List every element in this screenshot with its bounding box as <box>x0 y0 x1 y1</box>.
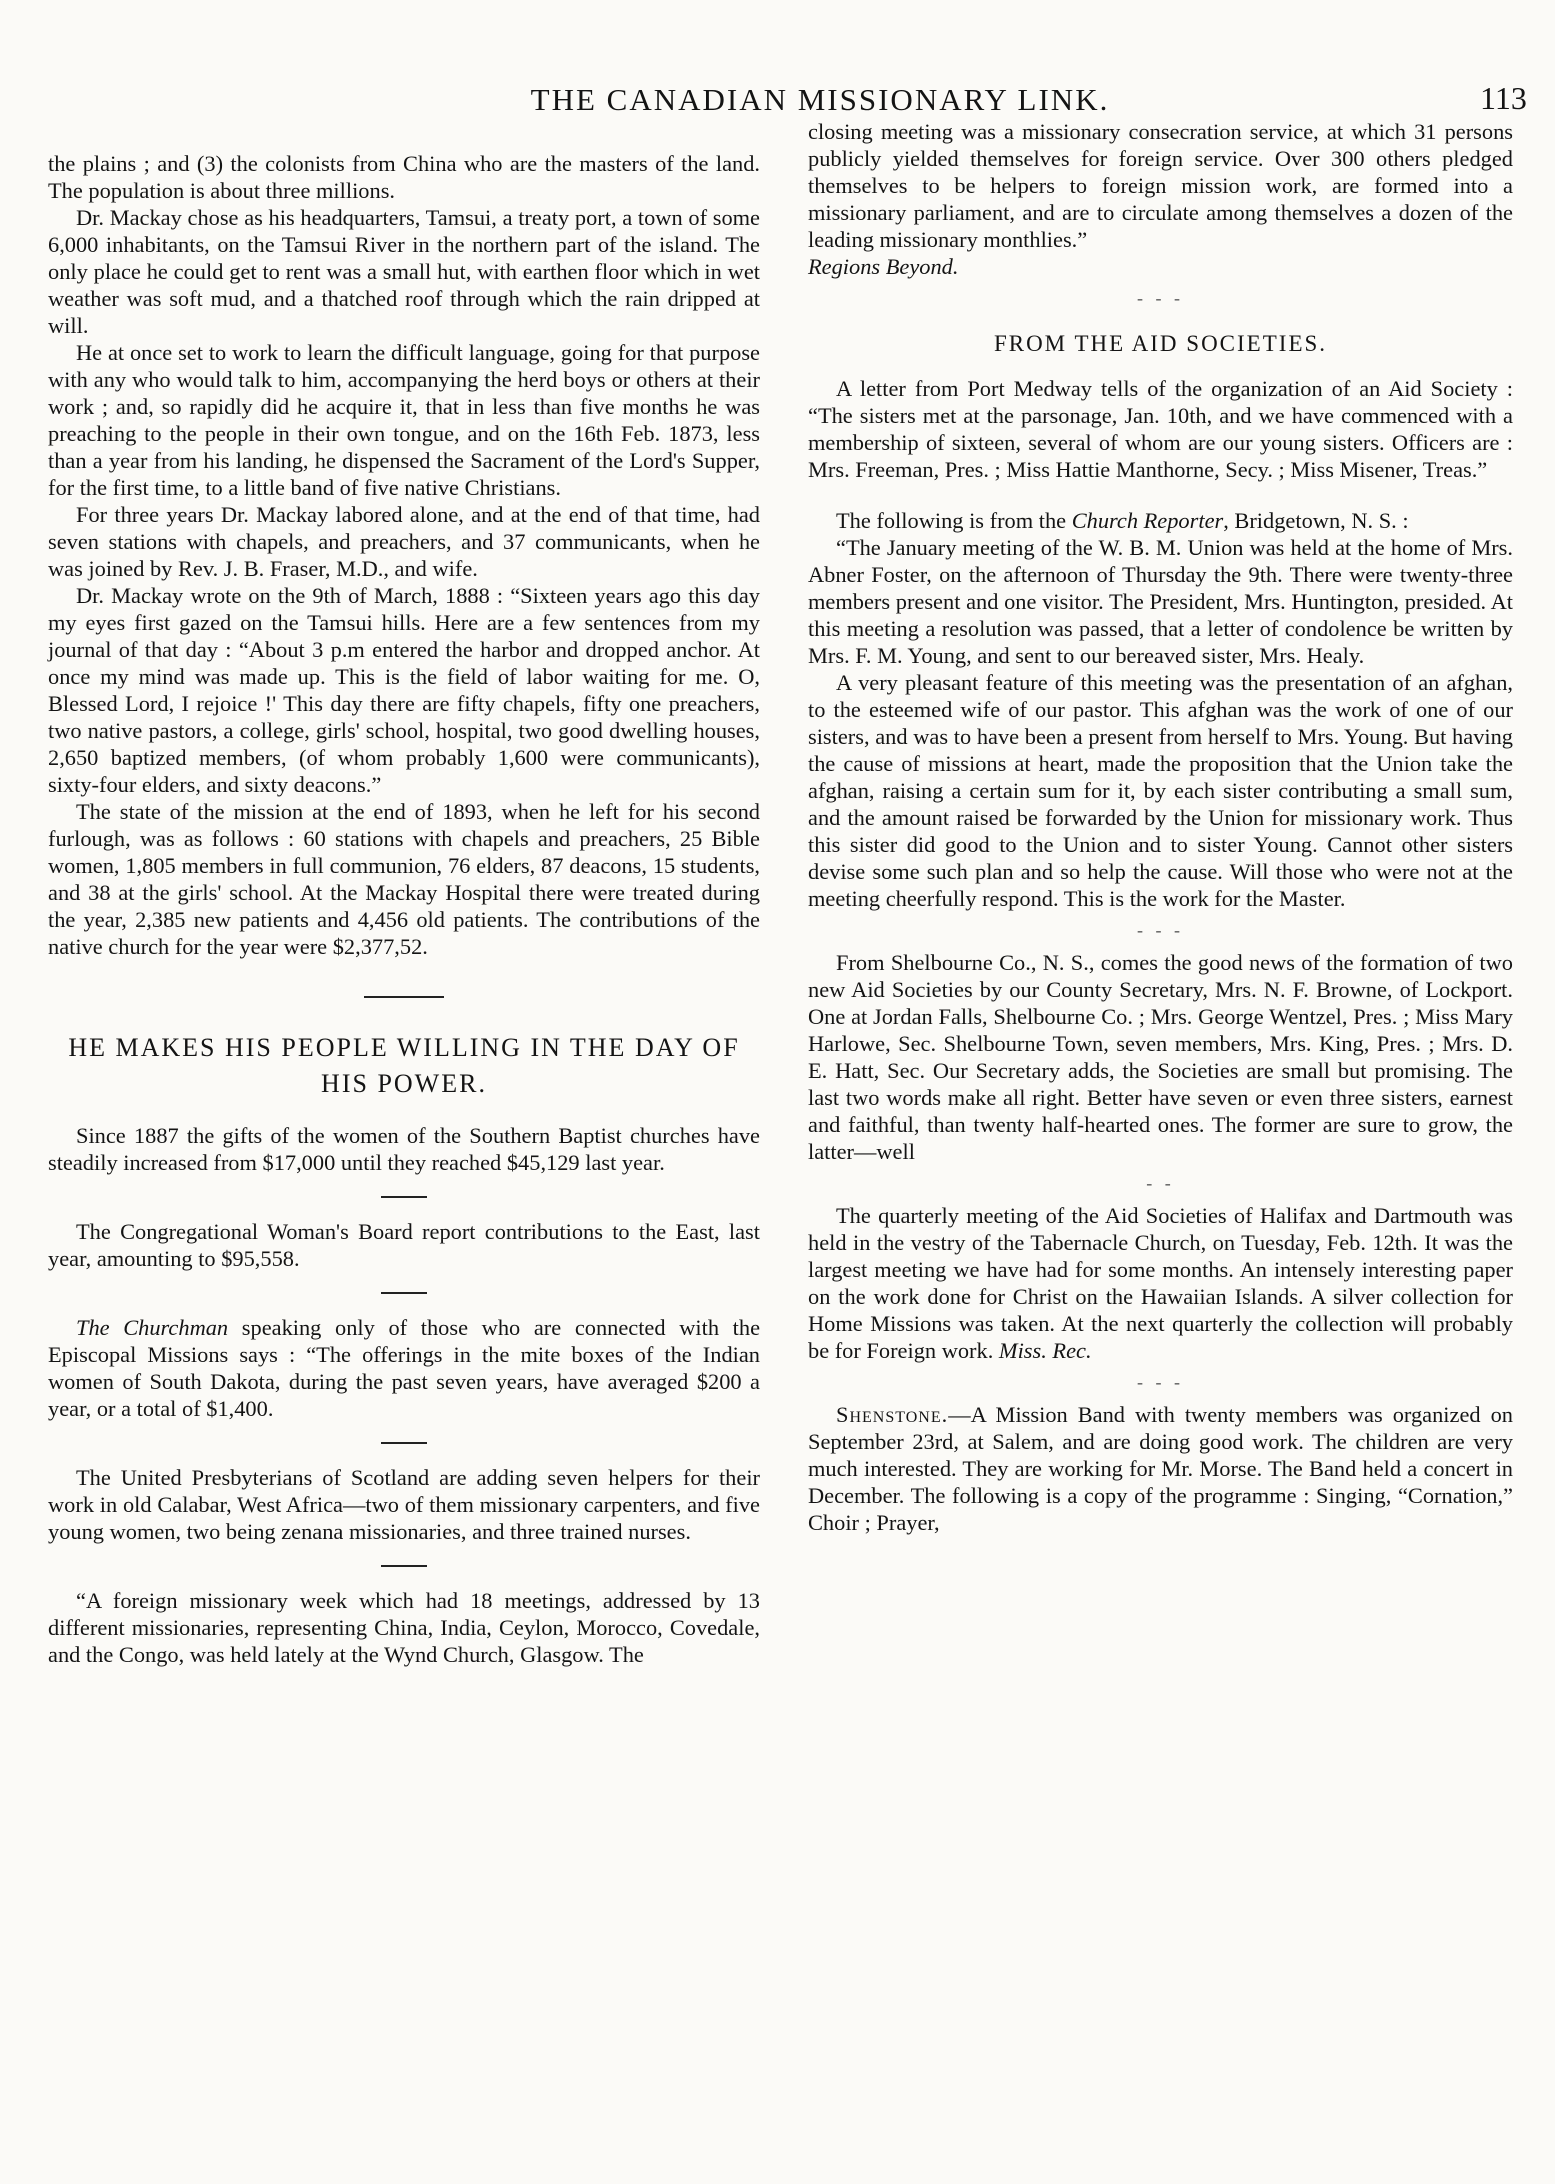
paragraph: The Congregational Woman's Board report contributions to the East, last year, amounting to $95,558. <box>48 1219 760 1271</box>
source-credit: Regions Beyond. <box>808 254 959 279</box>
paragraph: Shenstone.—A Mission Band with twenty members was organized on September 23rd, at Salem, and are doing good work. The children are very much interested. They are working for Mr. Morse. The Band held a concert in December. The following is a copy of the programme : Singing, “Cornation,” Choir ; Prayer, <box>808 1402 1513 1535</box>
paragraph: “A foreign missionary week which had 18 meetings, addressed by 13 different missionaries, representing China, India, Ceylon, Morocco, Covedale, and the Congo, was held lately at the Wynd Church, Glasgow. The <box>48 1588 760 1667</box>
paragraph: Dr. Mackay wrote on the 9th of March, 1888 : “Sixteen years ago this day my eyes first gazed on the Tamsui hills. Here are a few sentences from my journal of that day : “About 3 p.m entered the harbor and dropped anchor. At once my mind was made up. This is the field of labor waiting for me. O, Blessed Lord, I rejoice !' This day there are fifty chapels, fifty one preachers, two native pastors, a college, girls' school, hospital, two good dwelling houses, 2,650 baptized members, (of whom probably 1,600 were communicants), sixty-four elders, and sixty deacons.” <box>48 583 760 797</box>
paragraph: He at once set to work to learn the difficult language, going for that purpose with any who would talk to him, accompanying the herd boys or others at their work ; and, so rapidly did he acquire it, that in less than five months he was preaching to the people in their own tongue, and on the 16th Feb. 1873, less than a year from his landing, he dispensed the Sacrament of the Lord's Supper, for the first time, to a little band of five native Christians. <box>48 340 760 500</box>
paragraph: A letter from Port Medway tells of the organization of an Aid Society : “The sisters met at the parsonage, Jan. 10th, and we have commenced with a membership of sixteen, several of whom are our young sisters. Officers are : Mrs. Freeman, Pres. ; Miss Hattie Manthorne, Secy. ; Miss Misener, Treas.” <box>808 376 1513 482</box>
right-column <box>808 118 1513 1536</box>
paragraph: The following is from the Church Reporter, Bridgetown, N. S. : <box>836 508 1409 533</box>
publication-title: The Churchman <box>76 1315 229 1340</box>
paragraph: “The January meeting of the W. B. M. Union was held at the home of Mrs. Abner Foster, on the afternoon of Thursday the 9th. There were twenty-three members present and one visitor. The President, Mrs. Huntington, presided. At this meeting a resolution was passed, that a letter of condolence be written by Mrs. F. M. Young, and sent to our bereaved sister, Mrs. Healy. <box>808 535 1513 668</box>
item-divider <box>381 1196 427 1198</box>
item-divider <box>381 1292 427 1294</box>
paragraph: The Churchman speaking only of those who are connected with the Episcopal Missions says : “The offerings in the mite boxes of the Indian women of South Dakota, during the past seven years, have averaged $200 a year, or a total of $1,400. <box>48 1315 761 1421</box>
paragraph: Dr. Mackay chose as his headquarters, Tamsui, a treaty port, a town of some 6,000 inhabitants, on the Tamsui River in the northern part of the island. The only place he could get to rent was a small hut, with earthen floor which in wet weather was soft mud, and a thatched roof through which the rain dripped at will. <box>48 205 760 338</box>
paragraph: The United Presbyterians of Scotland are adding seven helpers for their work in old Calabar, West Africa—two of them missionary carpenters, and five young women, two being zenana missionaries, and three trained nurses. <box>48 1465 760 1544</box>
item-divider <box>381 1565 427 1567</box>
masthead-title: THE CANADIAN MISSIONARY LINK. <box>530 82 1110 117</box>
section-divider <box>364 996 444 998</box>
item-divider: - - - <box>1137 920 1184 940</box>
paragraph: A very pleasant feature of this meeting was the presentation of an afghan, to the esteemed wife of our pastor. This afghan was the work of one of our sisters, and was to have been a present from herself to Mrs. Young. But having the cause of missions at heart, made the proposition that the Union take the afghan, raising a certain sum for it, by each sister contributing a small sum, and the amount raised be forwarded by the Union for missionary work. Thus this sister did good to the Union and to sister Young. Cannot other sisters devise some such plan and so help the cause. Will those who were not at the meeting cheerfully respond. This is the work for the Master. <box>808 670 1513 911</box>
section-heading: FROM THE AID SOCIETIES. <box>993 331 1328 356</box>
place-name: Shenstone. <box>836 1402 949 1427</box>
paragraph: From Shelbourne Co., N. S., comes the good news of the formation of two new Aid Societies by our County Secretary, Mrs. N. F. Browne, of Lockport. One at Jordan Falls, Shelbourne Co. ; Mrs. George Wentzel, Pres. ; Miss Mary Harlowe, Sec. Shelbourne Town, seven members, Mrs. King, Pres. ; Mrs. D. E. Hatt, Sec. Our Secretary adds, the Societies are small but promising. The last two words make all right. Better have seven or even three sisters, earnest and faithful, than twenty half-hearted ones. The former are sure to grow, the latter—well <box>808 950 1513 1164</box>
page-number: 113 <box>1480 80 1527 116</box>
left-column <box>48 150 760 1668</box>
paragraph: The state of the mission at the end of 1893, when he left for his second furlough, was as follows : 60 stations with chapels and preachers, 25 Bible women, 1,805 members in full communion, 76 elders, 87 deacons, 15 students, and 38 at the girls' school. At the Mackay Hospital there were treated during the year, 2,385 new patients and 4,456 old patients. The contributions of the native church for the year were $2,377,52. <box>48 799 760 959</box>
article-heading: HE MAKES HIS PEOPLE WILLING IN THE DAY OF HIS POWER. <box>68 1033 740 1098</box>
item-divider: - - - <box>1137 288 1184 308</box>
paragraph: Since 1887 the gifts of the women of the Southern Baptist churches have steadily increased from $17,000 until they reached $45,129 last year. <box>48 1123 760 1175</box>
item-divider: - - - <box>1137 1372 1184 1392</box>
paragraph: For three years Dr. Mackay labored alone, and at the end of that time, had seven stations with chapels, and preachers, and 37 communicants, when he was joined by Rev. J. B. Fraser, M.D., and wife. <box>48 502 760 581</box>
signature: Miss. Rec. <box>998 1338 1092 1363</box>
item-divider <box>381 1442 427 1444</box>
paragraph: The quarterly meeting of the Aid Societies of Halifax and Dartmouth was held in the vestry of the Tabernacle Church, on Tuesday, Feb. 12th. It was the largest meeting we have had for some months. An intensely interesting paper on the work done for Christ on the Hawaiian Islands. A silver collection for Home Missions was taken. At the next quarterly the collection will probably be for Foreign work. Miss. Rec. <box>808 1203 1513 1363</box>
item-divider: - - <box>1146 1173 1175 1193</box>
paragraph: closing meeting was a missionary consecration service, at which 31 persons publicly yielded themselves for foreign service. Over 300 others pledged themselves to be helpers to foreign mission work, are formed into a missionary parliament, and are to circulate among themselves a dozen of the leading missionary monthlies.” <box>808 119 1513 252</box>
paragraph: the plains ; and (3) the colonists from China who are the masters of the land. The population is about three millions. <box>48 151 760 203</box>
